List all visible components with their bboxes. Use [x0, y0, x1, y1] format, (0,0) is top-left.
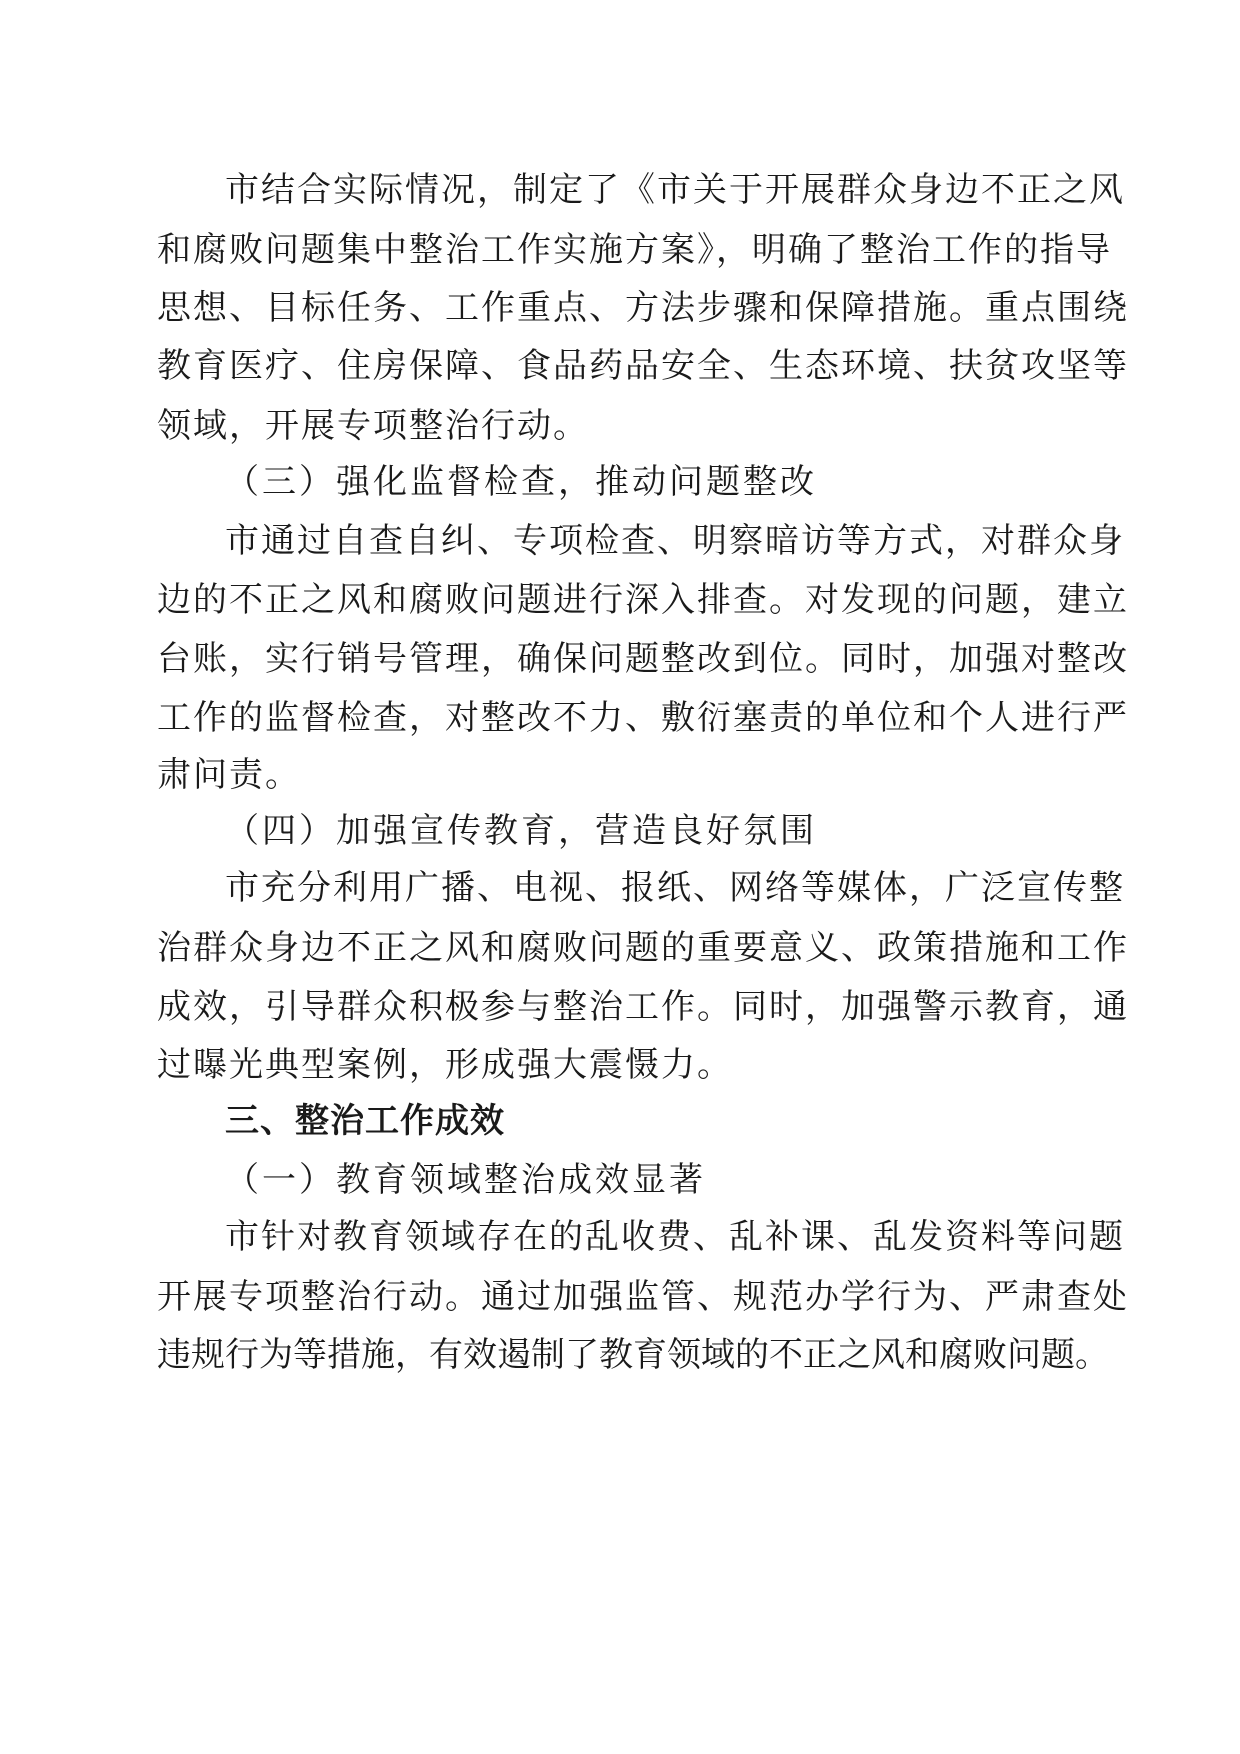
paragraph-line: 成效，引导群众积极参与整治工作。同时，加强警示教育，通 [157, 987, 1129, 1027]
paragraph-line: 治群众身边不正之风和腐败问题的重要意义、政策措施和工作 [157, 928, 1129, 968]
paragraph-line: 领域，开展专项整治行动。 [157, 406, 589, 446]
section-heading: 三、整治工作成效 [225, 1101, 505, 1141]
paragraph-line: 市通过自查自纠、专项检查、明察暗访等方式，对群众身 [225, 521, 1125, 561]
paragraph-line: 边的不正之风和腐败问题进行深入排查。对发现的问题，建立 [157, 580, 1129, 620]
paragraph-line: 市针对教育领域存在的乱收费、乱补课、乱发资料等问题 [225, 1217, 1125, 1257]
paragraph-line: 和腐败问题集中整治工作实施方案》，明确了整治工作的指导 [157, 230, 1112, 270]
paragraph-line: 工作的监督检查，对整改不力、敷衍塞责的单位和个人进行严 [157, 698, 1129, 738]
paragraph-line: 违规行为等措施，有效遏制了教育领域的不正之风和腐败问题。 [157, 1335, 1109, 1375]
paragraph-line: 教育医疗、住房保障、食品药品安全、生态环境、扶贫攻坚等 [157, 346, 1129, 386]
paragraph-line: 过曝光典型案例，形成强大震慑力。 [157, 1045, 733, 1085]
section-subheading: （四）加强宣传教育，营造良好氛围 [225, 811, 817, 851]
paragraph-line: 肃问责。 [157, 755, 301, 795]
paragraph-line: 市充分利用广播、电视、报纸、网络等媒体，广泛宣传整 [225, 868, 1125, 908]
paragraph-line: 市结合实际情况，制定了《市关于开展群众身边不正之风 [225, 170, 1125, 210]
section-subheading: （三）强化监督检查，推动问题整改 [225, 462, 817, 502]
section-subheading: （一）教育领域整治成效显著 [225, 1160, 706, 1200]
paragraph-line: 思想、目标任务、工作重点、方法步骤和保障措施。重点围绕 [157, 288, 1129, 328]
paragraph-line: 台账，实行销号管理，确保问题整改到位。同时，加强对整改 [157, 639, 1129, 679]
paragraph-line: 开展专项整治行动。通过加强监管、规范办学行为、严肃查处 [157, 1277, 1129, 1317]
